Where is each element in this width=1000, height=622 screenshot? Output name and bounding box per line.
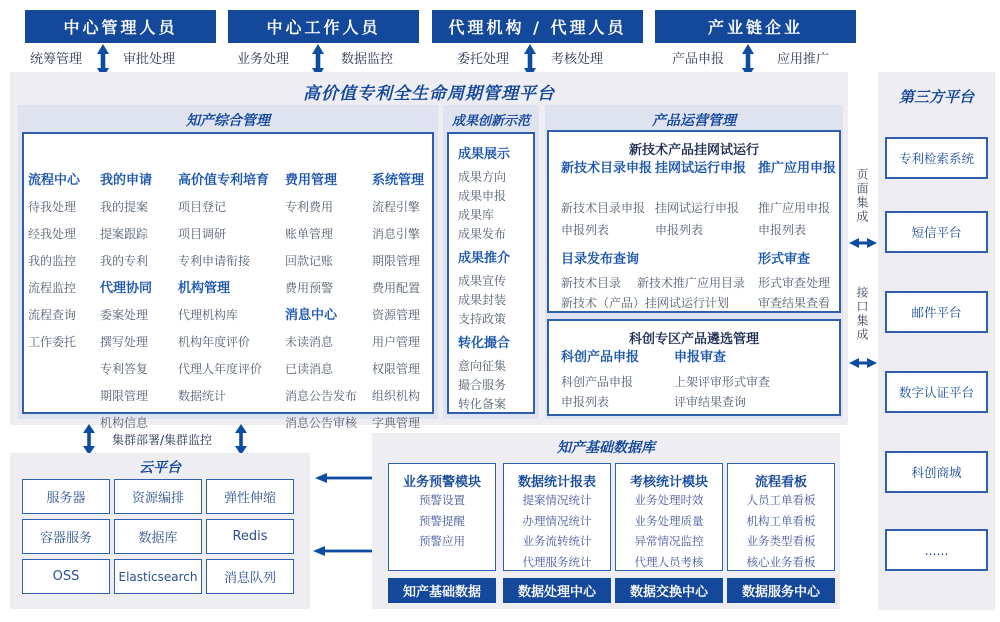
menu-item: 申报列表 [655,223,704,237]
menu-item: 申报列表 [561,395,610,409]
module-header: 业务预警模块 [402,475,481,490]
menu-item: 流程监控 [28,281,77,295]
api-integration-label: 接口集成 [855,286,869,342]
cloud-box-oss: OSS [22,559,110,594]
menu-item: 组织机构 [372,389,421,403]
menu-column-process-center [28,167,80,356]
module-header: 数据统计报表 [517,475,596,490]
menu-item: 消息公告发布 [285,389,358,403]
menu-column-fee-management [285,167,357,437]
menu-item: 上架评审形式审查 [674,375,771,389]
menu-item: 回款记账 [285,254,334,268]
actor-bar-enterprise: 产业链企业 [655,10,856,43]
section-achievement-demo [443,105,539,419]
cloud-box-database: 数据库 [114,519,202,554]
menu-item: 代理人年度评价 [178,362,263,376]
menu-item: 机构信息 [100,416,149,430]
menu-item: 字典管理 [372,416,421,430]
menu-item: 数据统计 [178,389,227,403]
menu-item: 权限管理 [372,362,421,376]
db-module-statistics [503,463,611,571]
section-product-operation [545,105,843,419]
db-module-kanban [727,463,835,571]
menu-group-header: 转化撮合 [458,336,511,351]
cloud-box-mq: 消息队列 [206,559,294,594]
actor-role-label: 数据监控 [341,52,394,67]
cluster-link-label: 集群部署/集群监控 [112,433,213,447]
third-party-box-sms: 短信平台 [885,211,988,253]
menu-item: 撰写处理 [100,335,149,349]
menu-group [758,160,836,178]
db-bar-exchange-center: 数据交换中心 [615,578,723,603]
box-title: 科创专区产品遴选管理 [628,332,759,347]
db-bar-base-data: 知产基础数据 [388,578,496,603]
actor-role-label: 统筹管理 [30,52,83,67]
menu-group-header: 成果展示 [458,147,511,162]
cloud-platform-panel [10,453,310,609]
menu-item: 期限管理 [100,389,149,403]
menu-item: 申报列表 [561,223,610,237]
db-module-warning [388,463,496,571]
horizontal-double-arrow-icon [849,357,877,369]
menu-item-row [561,273,745,293]
actor-role-label: 产品申报 [672,52,725,67]
actor-bar-agency: 代理机构 / 代理人员 [432,10,643,43]
third-party-box-patent-search: 专利检索系统 [885,137,988,179]
db-bar-processing-center: 数据处理中心 [503,578,611,603]
menu-item: 审查结果查看 [758,296,831,310]
menu-item: 资源管理 [372,308,421,322]
page-integration-label: 页面集成 [855,168,869,224]
menu-group-header: 挂网试运行申报 [655,161,747,176]
cloud-box-server: 服务器 [22,479,110,514]
third-party-title: 第三方平台 [898,88,974,106]
db-module-assessment [615,463,723,571]
menu-group-header: 形式审查 [758,252,811,267]
menu-group-header: 新技术目录申报 [561,161,653,176]
db-bar-service-center: 数据服务中心 [727,578,835,603]
menu-group-header: 我的申请 [100,173,153,188]
menu-item: 业务处理时效 [634,493,704,507]
menu-item: 流程引擎 [372,200,421,214]
menu-item: 支持政策 [458,312,507,326]
section-title: 产品运营管理 [652,113,736,129]
menu-item: 申报列表 [758,223,807,237]
cloud-box-autoscaling: 弹性伸缩 [206,479,294,514]
cloud-box-redis: Redis [206,519,294,554]
module-header: 流程看板 [754,475,807,490]
menu-item: 成果宣传 [458,274,507,288]
cloud-title: 云平台 [139,460,181,476]
third-party-box-more: ...... [885,529,988,571]
actor-bar-center-admin: 中心管理人员 [25,10,216,43]
section-title: 知产综合管理 [186,113,270,129]
menu-item: 办理情况统计 [522,513,592,528]
section-ip-management [18,105,438,430]
menu-item: 费用配置 [372,281,421,295]
menu-item: 新技术目录申报 [561,201,646,215]
actor-role-label: 应用推广 [777,52,830,67]
menu-item: 费用预警 [285,281,334,295]
menu-column-system-management [372,167,424,437]
menu-item: 未读消息 [285,335,334,349]
trial-run-box [547,130,841,313]
menu-item: 我的提案 [100,200,149,214]
platform-panel [10,72,848,430]
menu-group-header: 费用管理 [285,173,338,188]
menu-item: 专利申请衔接 [178,254,251,268]
menu-item: 机构年度评价 [178,335,251,349]
third-party-box-sci-mall: 科创商城 [885,451,988,493]
menu-item: 意向征集 [458,359,507,373]
third-party-panel [878,72,995,610]
menu-item: 我的专利 [100,254,149,268]
vertical-double-arrow-icon [82,424,96,455]
actor-role-label: 考核处理 [551,52,604,67]
menu-item: 预警应用 [419,534,465,548]
menu-group-header: 系统管理 [372,173,425,188]
menu-item: 业务处理质量 [634,513,704,528]
menu-group-header: 成果推介 [458,251,511,266]
menu-item: 异常情况监控 [634,534,704,548]
menu-item: 提案跟踪 [100,227,149,241]
actor-role-label: 业务处理 [237,52,290,67]
menu-item: 成果申报 [458,189,507,203]
menu-group [655,160,747,178]
menu-item: 机构工单看板 [746,513,816,528]
menu-group-header: 机构管理 [178,281,231,296]
menu-group-header: 流程中心 [28,173,81,188]
menu-item: 预警提醒 [419,513,465,528]
menu-item: 撮合服务 [458,378,507,392]
menu-item: 业务类型看板 [746,534,816,548]
menu-group-header: 推广应用申报 [758,161,837,176]
menu-item: 委案处理 [100,308,149,322]
third-party-box-digital-cert: 数字认证平台 [885,371,988,413]
menu-column-patent-cultivation [178,167,269,410]
menu-item: 用户管理 [372,335,421,349]
section-title: 成果创新示范 [451,114,530,129]
actor-bar-center-staff: 中心工作人员 [228,10,419,43]
menu-item: 账单管理 [285,227,334,241]
menu-item: 专利答复 [100,362,149,376]
menu-item: 代理人员考核 [634,554,704,569]
menu-item: 消息引擎 [372,227,421,241]
menu-group-header: 消息中心 [285,308,338,323]
box-title: 新技术产品挂网试运行 [628,143,759,158]
menu-item: 流程查询 [28,308,77,322]
module-header: 考核统计模块 [629,475,708,490]
cloud-box-container: 容器服务 [22,519,110,554]
menu-item: 成果发布 [458,227,507,241]
menu-item: 评审结果查询 [674,395,747,409]
menu-group [561,160,653,178]
actor-role-label: 审批处理 [123,52,176,67]
menu-group-header: 申报审查 [674,350,727,365]
menu-item: 挂网试运行申报 [655,201,740,215]
menu-item: 形式审查处理 [758,276,831,290]
menu-item: 经我处理 [28,227,77,241]
menu-item: 新技术（产品）挂网试运行计划 [561,296,730,310]
menu-group-header: 高价值专利培育 [178,173,270,188]
ip-database-panel [372,433,840,609]
menu-item: 提案情况统计 [522,493,592,507]
menu-column-my-application [100,167,152,437]
menu-item: 预警设置 [419,493,465,507]
menu-group-header: 目录发布查询 [561,252,640,267]
menu-item: 期限管理 [372,254,421,268]
menu-item: 科创产品申报 [561,375,634,389]
menu-item: 项目登记 [178,200,227,214]
third-party-box-email: 邮件平台 [885,291,988,333]
menu-item: 成果封装 [458,293,507,307]
vertical-double-arrow-icon [234,424,248,455]
menu-item: 成果方向 [458,170,507,184]
sci-innovation-box [547,319,841,416]
menu-item: 消息公告审核 [285,416,358,430]
menu-item: 新技术推广应用目录 [637,276,746,290]
menu-item: 转化备案 [458,397,507,411]
menu-item: 业务流转统计 [522,534,592,548]
cloud-box-elasticsearch: Elasticsearch [114,559,202,594]
achievement-box [447,132,535,414]
menu-item: 代理服务统计 [522,554,592,569]
menu-item: 核心业务看板 [746,554,816,569]
menu-item: 新技术目录 [561,276,622,290]
menu-item: 人员工单看板 [746,493,816,507]
menu-item: 专利费用 [285,200,334,214]
platform-title: 高价值专利全生命周期管理平台 [303,84,555,104]
ip-database-title: 知产基础数据库 [557,440,655,456]
menu-item: 成果库 [458,208,495,222]
menu-group-header: 代理协同 [100,281,153,296]
menu-item: 项目调研 [178,227,227,241]
horizontal-double-arrow-icon [849,237,877,249]
menu-item: 推广应用申报 [758,201,831,215]
menu-item: 已读消息 [285,362,334,376]
menu-item: 待我处理 [28,200,77,214]
menu-group-header: 科创产品申报 [561,350,640,365]
actor-role-label: 委托处理 [457,52,510,67]
cloud-box-orchestration: 资源编排 [114,479,202,514]
menu-item: 代理机构库 [178,308,239,322]
menu-item: 我的监控 [28,254,77,268]
menu-item: 工作委托 [28,335,77,349]
